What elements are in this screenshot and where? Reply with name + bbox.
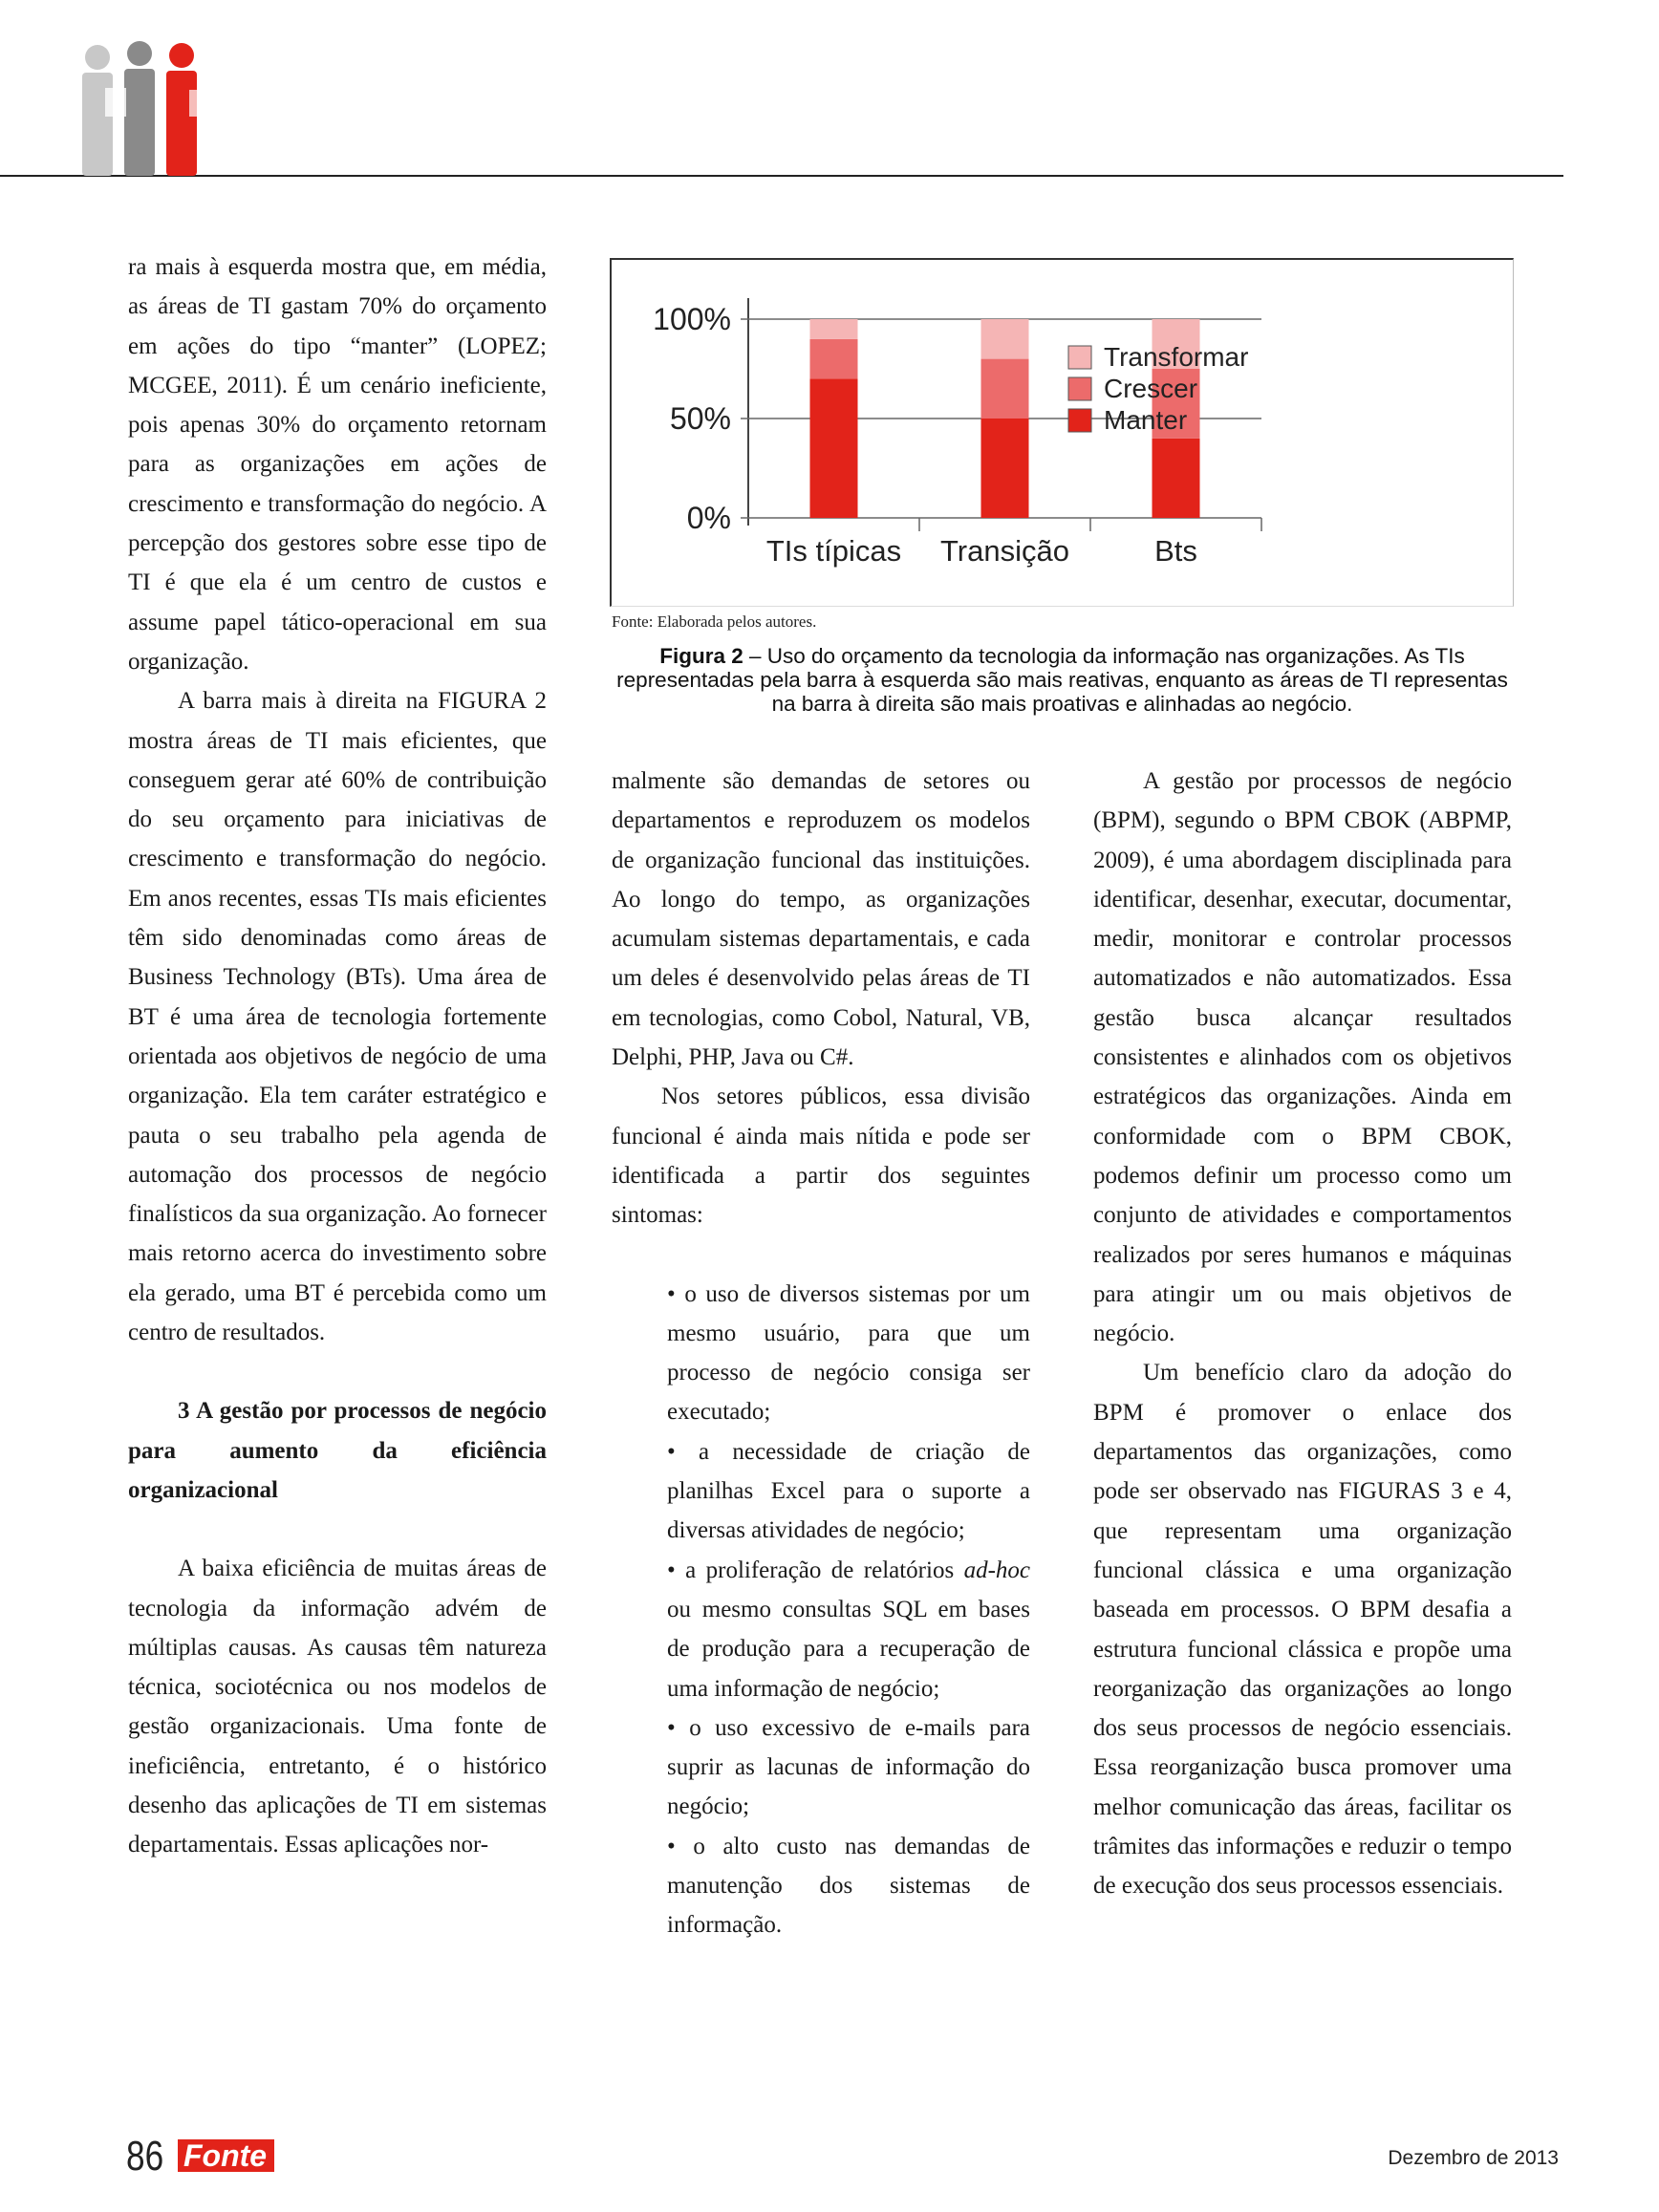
- text-column-right: [1093, 762, 1512, 1906]
- header-rule: [0, 175, 1563, 177]
- bar-segment: [981, 359, 1029, 419]
- paragraph: Um benefício claro da adoção do BPM é promover o enlace dos departamentos das organizações, como pode ser observado nas FIGURAS 3 e 4, que representam uma organização funcional clássica e uma organização baseada em processos. O BPM desafia a estrutura funcional clássica e propõe uma reorganização das organizações ao longo dos seus processos de negócio essenciais. Essa reorganização busca promover uma melhor comunicação das áreas, facilitar os trâmites das informações e reduzir o tempo de execução dos seus processos essenciais.: [1093, 1360, 1512, 1900]
- x-tick-label: Bts: [1154, 534, 1197, 568]
- page-number: 86: [126, 2133, 164, 2180]
- emphasis: ad-hoc: [963, 1557, 1030, 1583]
- figure-chart-frame: [610, 258, 1514, 607]
- paragraph: A gestão por processos de negócio (BPM), segundo o BPM CBOK (ABPMP, 2009), é uma abordagem disciplinada para identificar, desenhar, executar, documentar, medir, monitorar e controlar processos automatizados e não automatizados. Essa gestão busca alcançar resultados consistentes e alinhados com os objetivos estratégicos das organizações. Ainda em conformidade com o BPM CBOK, podemos definir um processo como um conjunto de atividades e comportamentos realizados por seres humanos e máquinas para atingir um ou mais objetivos de negócio.: [1093, 768, 1512, 1347]
- bar-segment: [1153, 439, 1200, 518]
- list-item: • a necessidade de criação de planilhas Excel para o suporte a diversas atividades de negócio;: [667, 1438, 1030, 1544]
- y-tick-label: 50%: [669, 401, 731, 436]
- paragraph: A baixa eficiência de muitas áreas de tecnologia da informação advém de múltiplas causas. As causas têm natureza técnica, sociotécnica ou nos modelos de gestão organizacionais. Uma fonte de ineficiência, entretanto, é o histórico desenho das aplicações de TI em sistemas departamentais. Essas aplicações nor-: [128, 1556, 547, 1858]
- y-tick-label: 100%: [653, 302, 731, 336]
- paragraph: Nos setores públicos, essa divisão funcional é ainda mais nítida e pode ser identificada a partir dos seguintes sintomas:: [612, 1084, 1030, 1229]
- bar-segment: [810, 378, 858, 518]
- bar-segment: [981, 319, 1029, 359]
- bar-segment: [810, 319, 858, 339]
- text-column-middle: [612, 762, 1030, 1945]
- figure-caption-text: – Uso do orçamento da tecnologia da informação nas organizações. As TIs representadas pela barra à esquerda são mais reativas, enquanto as áreas de TI representas na barra à direita são mais proativas e alinhadas ao negócio.: [616, 644, 1508, 716]
- people-figures-logo: [76, 40, 220, 176]
- legend-swatch: [1068, 346, 1091, 369]
- list-item: • a proliferação de relatórios ad-hoc ou mesmo consultas SQL em bases de produção para a recuperação de uma informação de negócio;: [667, 1557, 1030, 1702]
- section-heading: 3 A gestão por processos de negócio para aumento da eficiência organizacional: [128, 1398, 547, 1503]
- paragraph: ra mais à esquerda mostra que, em média, as áreas de TI gastam 70% do orçamento em ações do tipo “manter” (LOPEZ; MCGEE, 2011). É um cenário ineficiente, pois apenas 30% do orçamento retornam para as organizações em ações de crescimento e transformação do negócio. A percepção dos gestores sobre esse tipo de TI é que ela é um centro de custos e assume papel tático-operacional em sua organização.: [128, 254, 547, 675]
- figure-source: Fonte: Elaborada pelos autores.: [612, 612, 817, 631]
- magazine-brand-logo: Fonte: [178, 2139, 274, 2172]
- paragraph: A barra mais à direita na FIGURA 2 mostra áreas de TI mais eficientes, que conseguem gerar até 60% de contribuição do seu orçamento para iniciativas de crescimento e transformação do negócio. Em anos recentes, essas TIs mais eficientes têm sido denominadas como áreas de Business Technology (BTs). Uma área de BT é uma área de tecnologia fortemente orientada aos objetivos de negócio de uma organização. Ela tem caráter estratégico e pauta o seu trabalho pela agenda de automação dos processos de negócio finalísticos da sua organização. Ao fornecer mais retorno acerca do investimento sobre ela gerado, uma BT é percebida como um centro de resultados.: [128, 688, 547, 1346]
- x-tick-label: TIs típicas: [765, 534, 902, 568]
- x-tick-label: Transição: [940, 534, 1069, 568]
- bar-segment: [981, 419, 1029, 518]
- list-item: • o alto custo nas demandas de manutenção dos sistemas de informação.: [667, 1833, 1030, 1939]
- symptom-list: [612, 1275, 1030, 1945]
- legend-swatch: [1068, 409, 1091, 432]
- list-item: • o uso excessivo de e-mails para suprir as lacunas de informação do negócio;: [667, 1714, 1030, 1820]
- bar-segment: [810, 339, 858, 379]
- paragraph: malmente são demandas de setores ou departamentos e reproduzem os modelos de organização funcional das instituições. Ao longo do tempo, as organizações acumulam sistemas departamentais, e cada um deles é desenvolvido pelas áreas de TI em tecnologias, como Cobol, Natural, VB, Delphi, PHP, Java ou C#.: [612, 768, 1030, 1071]
- legend-label: Manter: [1104, 405, 1188, 435]
- text-column-left: [128, 247, 547, 1865]
- legend-label: Crescer: [1104, 374, 1198, 403]
- issue-date: Dezembro de 2013: [1388, 2147, 1559, 2169]
- stacked-bar-chart: [612, 260, 1513, 606]
- y-tick-label: 0%: [686, 501, 731, 535]
- legend-swatch: [1068, 377, 1091, 400]
- figure-caption: [612, 644, 1513, 716]
- legend-label: Transformar: [1104, 342, 1249, 372]
- figure-caption-label: Figura 2: [659, 644, 743, 668]
- list-item: • o uso de diversos sistemas por um mesmo usuário, para que um processo de negócio consiga ser executado;: [667, 1280, 1030, 1426]
